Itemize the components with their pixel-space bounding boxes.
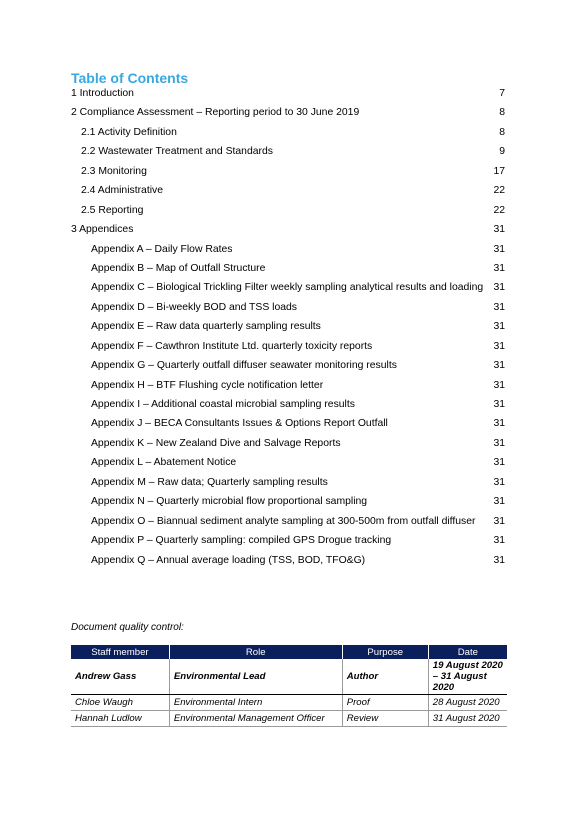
toc-entry-label: 2.4 Administrative <box>81 185 164 197</box>
toc-page-number: 31 <box>493 301 505 313</box>
cell-purpose: Proof <box>342 695 428 711</box>
toc-page-number: 31 <box>493 476 505 488</box>
toc-page-number: 31 <box>493 340 505 352</box>
toc-entry[interactable] <box>71 259 511 278</box>
toc-entry-label: Appendix E – Raw data quarterly sampling results <box>91 321 321 333</box>
table-header-row <box>71 645 507 659</box>
toc-entry[interactable] <box>71 376 511 395</box>
cell-date: 28 August 2020 <box>428 695 507 711</box>
toc-entry[interactable] <box>71 453 511 472</box>
toc-page-number: 31 <box>493 418 505 430</box>
cell-staff: Chloe Waugh <box>71 695 169 711</box>
toc-entry[interactable] <box>71 395 511 414</box>
cell-date: 19 August 2020 – 31 August 2020 <box>428 659 507 695</box>
toc-entry-label: Appendix O – Biannual sediment analyte sampling at 300-500m from outfall diffuser <box>91 515 476 527</box>
toc-page-number: 31 <box>493 243 505 255</box>
toc-page-number: 31 <box>493 224 505 236</box>
toc-page-number: 31 <box>493 282 505 294</box>
toc-entry[interactable] <box>71 123 511 142</box>
toc-entry-label: Appendix N – Quarterly microbial flow proportional sampling <box>91 496 368 508</box>
toc-page-number: 8 <box>499 107 505 119</box>
toc-entry-label: 2.1 Activity Definition <box>81 126 177 138</box>
toc-page-number: 31 <box>493 262 505 274</box>
toc-entry[interactable] <box>71 278 511 297</box>
toc-entry[interactable] <box>71 142 511 161</box>
toc-entry[interactable] <box>71 414 511 433</box>
toc-entry[interactable] <box>71 473 511 492</box>
toc-entry-label: Appendix A – Daily Flow Rates <box>91 243 233 255</box>
toc-entry-label: 2.3 Monitoring <box>81 165 147 177</box>
toc-entry-label: Appendix D – Bi-weekly BOD and TSS loads <box>91 301 297 313</box>
toc-entry[interactable] <box>71 317 511 336</box>
toc-entry-label: Appendix J – BECA Consultants Issues & Options Report Outfall <box>91 418 388 430</box>
quality-control-caption: Document quality control: <box>71 622 184 633</box>
toc-entry-label: 1 Introduction <box>71 88 134 99</box>
toc-entry[interactable] <box>71 240 511 259</box>
toc-page-number: 17 <box>493 165 505 177</box>
toc-entry[interactable] <box>71 103 511 122</box>
toc-page-number: 31 <box>493 360 505 372</box>
toc-entry-label: Appendix Q – Annual average loading (TSS, BOD, TFO&G) <box>91 554 366 566</box>
table-row <box>71 659 507 695</box>
toc-entry[interactable] <box>71 220 511 239</box>
quality-control-table <box>71 645 507 727</box>
toc-entry-label: 3 Appendices <box>71 224 134 236</box>
toc-title: Table of Contents <box>71 70 189 86</box>
cell-role: Environmental Intern <box>169 695 342 711</box>
toc-entry[interactable] <box>71 201 511 220</box>
header-date: Date <box>428 645 507 659</box>
toc-entry[interactable] <box>71 337 511 356</box>
toc-entry[interactable] <box>71 162 511 181</box>
toc-entry[interactable] <box>71 512 511 531</box>
header-purpose: Purpose <box>342 645 428 659</box>
toc-page-number: 31 <box>493 457 505 469</box>
toc-entry[interactable] <box>71 531 511 550</box>
toc-entry-label: 2.2 Wastewater Treatment and Standards <box>81 146 273 158</box>
toc-page-number: 31 <box>493 321 505 333</box>
toc-page-number: 31 <box>493 496 505 508</box>
toc-entry-label: Appendix F – Cawthron Institute Ltd. quarterly toxicity reports <box>91 340 373 352</box>
toc-entry-label: Appendix P – Quarterly sampling: compiled GPS Drogue tracking <box>91 535 392 547</box>
toc-entry[interactable] <box>71 434 511 453</box>
toc-page-number: 9 <box>499 146 505 158</box>
table-of-contents <box>71 84 511 570</box>
toc-entry[interactable] <box>71 492 511 511</box>
toc-entry-label: Appendix C – Biological Trickling Filter weekly sampling analytical results and loading <box>91 282 484 294</box>
toc-entry-label: 2.5 Reporting <box>81 204 144 216</box>
table-row <box>71 695 507 711</box>
cell-date: 31 August 2020 <box>428 711 507 727</box>
toc-entry[interactable] <box>71 84 511 103</box>
toc-entry-label: Appendix M – Raw data; Quarterly sampling results <box>91 476 328 488</box>
toc-page-number: 8 <box>499 126 505 138</box>
toc-page-number: 22 <box>493 185 505 197</box>
toc-page-number: 22 <box>493 204 505 216</box>
toc-entry-label: Appendix B – Map of Outfall Structure <box>91 262 266 274</box>
cell-staff: Hannah Ludlow <box>71 711 169 727</box>
toc-entry-label: Appendix K – New Zealand Dive and Salvage Reports <box>91 437 341 449</box>
toc-entry[interactable] <box>71 356 511 375</box>
header-staff-member: Staff member <box>71 645 169 659</box>
cell-staff: Andrew Gass <box>71 659 169 695</box>
toc-page-number: 7 <box>499 88 505 99</box>
toc-entry-label: 2 Compliance Assessment – Reporting period to 30 June 2019 <box>71 107 360 119</box>
toc-page-number: 31 <box>493 379 505 391</box>
toc-page-number: 31 <box>493 535 505 547</box>
toc-entry-label: Appendix H – BTF Flushing cycle notification letter <box>91 379 324 391</box>
toc-page-number: 31 <box>493 399 505 410</box>
cell-purpose: Review <box>342 711 428 727</box>
cell-role: Environmental Lead <box>169 659 342 695</box>
toc-entry[interactable] <box>71 181 511 200</box>
toc-entry-label: Appendix L – Abatement Notice <box>91 457 237 469</box>
cell-role: Environmental Management Officer <box>169 711 342 727</box>
toc-page-number: 31 <box>493 437 505 449</box>
toc-entry-label: Appendix I – Additional coastal microbial sampling results <box>91 399 355 410</box>
toc-entry-label: Appendix G – Quarterly outfall diffuser seawater monitoring results <box>91 360 397 372</box>
toc-page-number: 31 <box>493 515 505 527</box>
toc-page-number: 31 <box>493 554 505 566</box>
toc-entry[interactable] <box>71 298 511 317</box>
toc-entry[interactable] <box>71 551 511 570</box>
table-row <box>71 711 507 727</box>
cell-purpose: Author <box>342 659 428 695</box>
header-role: Role <box>169 645 342 659</box>
